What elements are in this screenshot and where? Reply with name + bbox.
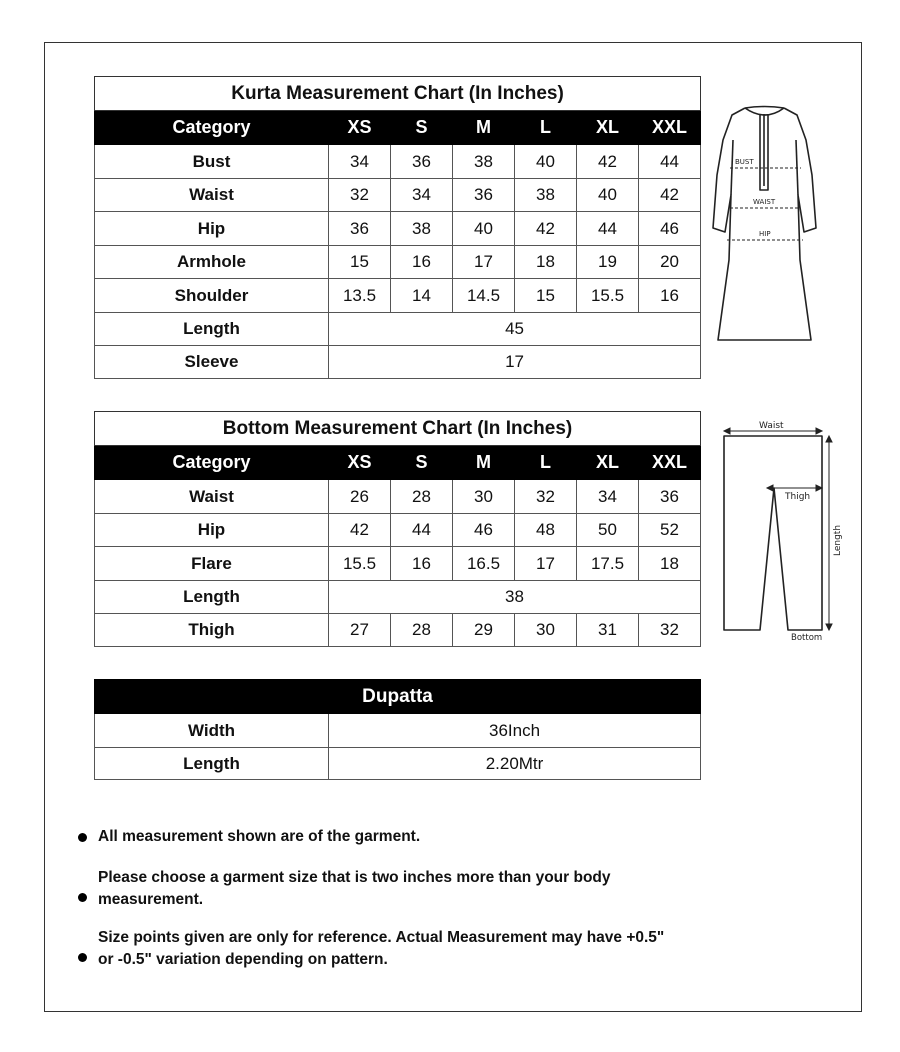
cell-value: 46 <box>639 212 701 246</box>
dupatta-chart-title: Dupatta <box>95 680 701 714</box>
header-category: Category <box>95 446 329 480</box>
cell-value: 50 <box>577 514 639 547</box>
cell-value: 32 <box>329 179 391 212</box>
header-size: XXL <box>639 111 701 145</box>
cell-value: 16.5 <box>453 547 515 581</box>
cell-value: 36 <box>329 212 391 246</box>
row-label: Waist <box>95 179 329 212</box>
row-label: Bust <box>95 145 329 179</box>
header-size: XS <box>329 111 391 145</box>
cell-value: 27 <box>329 614 391 647</box>
table-row <box>95 581 701 614</box>
cell-value: 45 <box>329 313 701 346</box>
cell-value: 42 <box>577 145 639 179</box>
table-row <box>95 480 701 514</box>
bottom-chart-title: Bottom Measurement Chart (In Inches) <box>95 412 701 446</box>
bullet-icon <box>78 833 87 842</box>
table-row <box>95 246 701 279</box>
kurta-chart-title: Kurta Measurement Chart (In Inches) <box>95 77 701 111</box>
row-label: Flare <box>95 547 329 581</box>
cell-value: 34 <box>391 179 453 212</box>
cell-value: 17.5 <box>577 547 639 581</box>
cell-value: 14.5 <box>453 279 515 313</box>
cell-value: 19 <box>577 246 639 279</box>
note-text: All measurement shown are of the garment. <box>98 828 421 845</box>
table-row <box>95 179 701 212</box>
cell-value: 15 <box>515 279 577 313</box>
cell-value: 42 <box>515 212 577 246</box>
row-label: Length <box>95 581 329 614</box>
cell-value: 52 <box>639 514 701 547</box>
cell-value: 17 <box>453 246 515 279</box>
row-label: Hip <box>95 212 329 246</box>
cell-value: 48 <box>515 514 577 547</box>
note-text: Please choose a garment size that is two inches more than your body measurement. <box>98 869 611 908</box>
bullet-icon <box>78 893 87 902</box>
kurta-measurement-table <box>94 76 701 379</box>
cell-value: 15.5 <box>577 279 639 313</box>
header-size: XL <box>577 111 639 145</box>
cell-value: 31 <box>577 614 639 647</box>
cell-value: 36 <box>453 179 515 212</box>
dupatta-measurement-table <box>94 679 701 780</box>
header-category: Category <box>95 111 329 145</box>
cell-value: 44 <box>391 514 453 547</box>
cell-value: 13.5 <box>329 279 391 313</box>
cell-value: 38 <box>515 179 577 212</box>
kurta-hip-label: HIP <box>759 230 771 238</box>
cell-value: 17 <box>329 346 701 379</box>
cell-value: 40 <box>515 145 577 179</box>
header-size: L <box>515 111 577 145</box>
cell-value: 42 <box>329 514 391 547</box>
cell-value: 44 <box>577 212 639 246</box>
note-text: Size points given are only for reference. Actual Measurement may have +0.5" or -0.5" variation depending on pattern. <box>98 929 665 968</box>
bottom-measurement-table <box>94 411 701 647</box>
pant-waist-label: Waist <box>759 421 784 431</box>
table-row <box>95 145 701 179</box>
table-row <box>95 748 701 780</box>
table-row <box>95 212 701 246</box>
pant-length-label: Length <box>833 524 843 556</box>
cell-value: 38 <box>453 145 515 179</box>
cell-value: 34 <box>329 145 391 179</box>
header-size: M <box>453 446 515 480</box>
cell-value: 36Inch <box>329 714 701 748</box>
cell-value: 30 <box>515 614 577 647</box>
cell-value: 32 <box>515 480 577 514</box>
cell-value: 14 <box>391 279 453 313</box>
kurta-waist-label: WAIST <box>753 198 776 206</box>
table-row <box>95 614 701 647</box>
cell-value: 18 <box>639 547 701 581</box>
cell-value: 40 <box>577 179 639 212</box>
cell-value: 16 <box>391 246 453 279</box>
row-label: Thigh <box>95 614 329 647</box>
header-size: XS <box>329 446 391 480</box>
cell-value: 15 <box>329 246 391 279</box>
cell-value: 17 <box>515 547 577 581</box>
cell-value: 32 <box>639 614 701 647</box>
cell-value: 29 <box>453 614 515 647</box>
pant-bottom-label: Bottom <box>791 633 823 643</box>
cell-value: 36 <box>391 145 453 179</box>
table-row <box>95 313 701 346</box>
row-label: Sleeve <box>95 346 329 379</box>
table-row <box>95 514 701 547</box>
cell-value: 46 <box>453 514 515 547</box>
row-label: Waist <box>95 480 329 514</box>
row-label: Armhole <box>95 246 329 279</box>
cell-value: 18 <box>515 246 577 279</box>
cell-value: 26 <box>329 480 391 514</box>
cell-value: 34 <box>577 480 639 514</box>
table-row <box>95 547 701 581</box>
header-size: M <box>453 111 515 145</box>
kurta-bust-label: BUST <box>735 158 754 166</box>
header-size: XXL <box>639 446 701 480</box>
row-label: Hip <box>95 514 329 547</box>
kurta-illustration <box>705 100 825 345</box>
row-label: Length <box>95 748 329 780</box>
header-size: S <box>391 446 453 480</box>
cell-value: 16 <box>391 547 453 581</box>
cell-value: 2.20Mtr <box>329 748 701 780</box>
row-label: Shoulder <box>95 279 329 313</box>
cell-value: 40 <box>453 212 515 246</box>
cell-value: 15.5 <box>329 547 391 581</box>
cell-value: 20 <box>639 246 701 279</box>
pant-illustration <box>712 418 847 648</box>
header-size: S <box>391 111 453 145</box>
row-label: Width <box>95 714 329 748</box>
cell-value: 38 <box>391 212 453 246</box>
table-row <box>95 279 701 313</box>
cell-value: 16 <box>639 279 701 313</box>
bullet-icon <box>78 953 87 962</box>
cell-value: 44 <box>639 145 701 179</box>
row-label: Length <box>95 313 329 346</box>
cell-value: 30 <box>453 480 515 514</box>
cell-value: 36 <box>639 480 701 514</box>
cell-value: 42 <box>639 179 701 212</box>
table-row <box>95 714 701 748</box>
cell-value: 28 <box>391 480 453 514</box>
header-size: L <box>515 446 577 480</box>
table-row <box>95 346 701 379</box>
pant-thigh-label: Thigh <box>785 492 811 502</box>
cell-value: 38 <box>329 581 701 614</box>
cell-value: 28 <box>391 614 453 647</box>
header-size: XL <box>577 446 639 480</box>
